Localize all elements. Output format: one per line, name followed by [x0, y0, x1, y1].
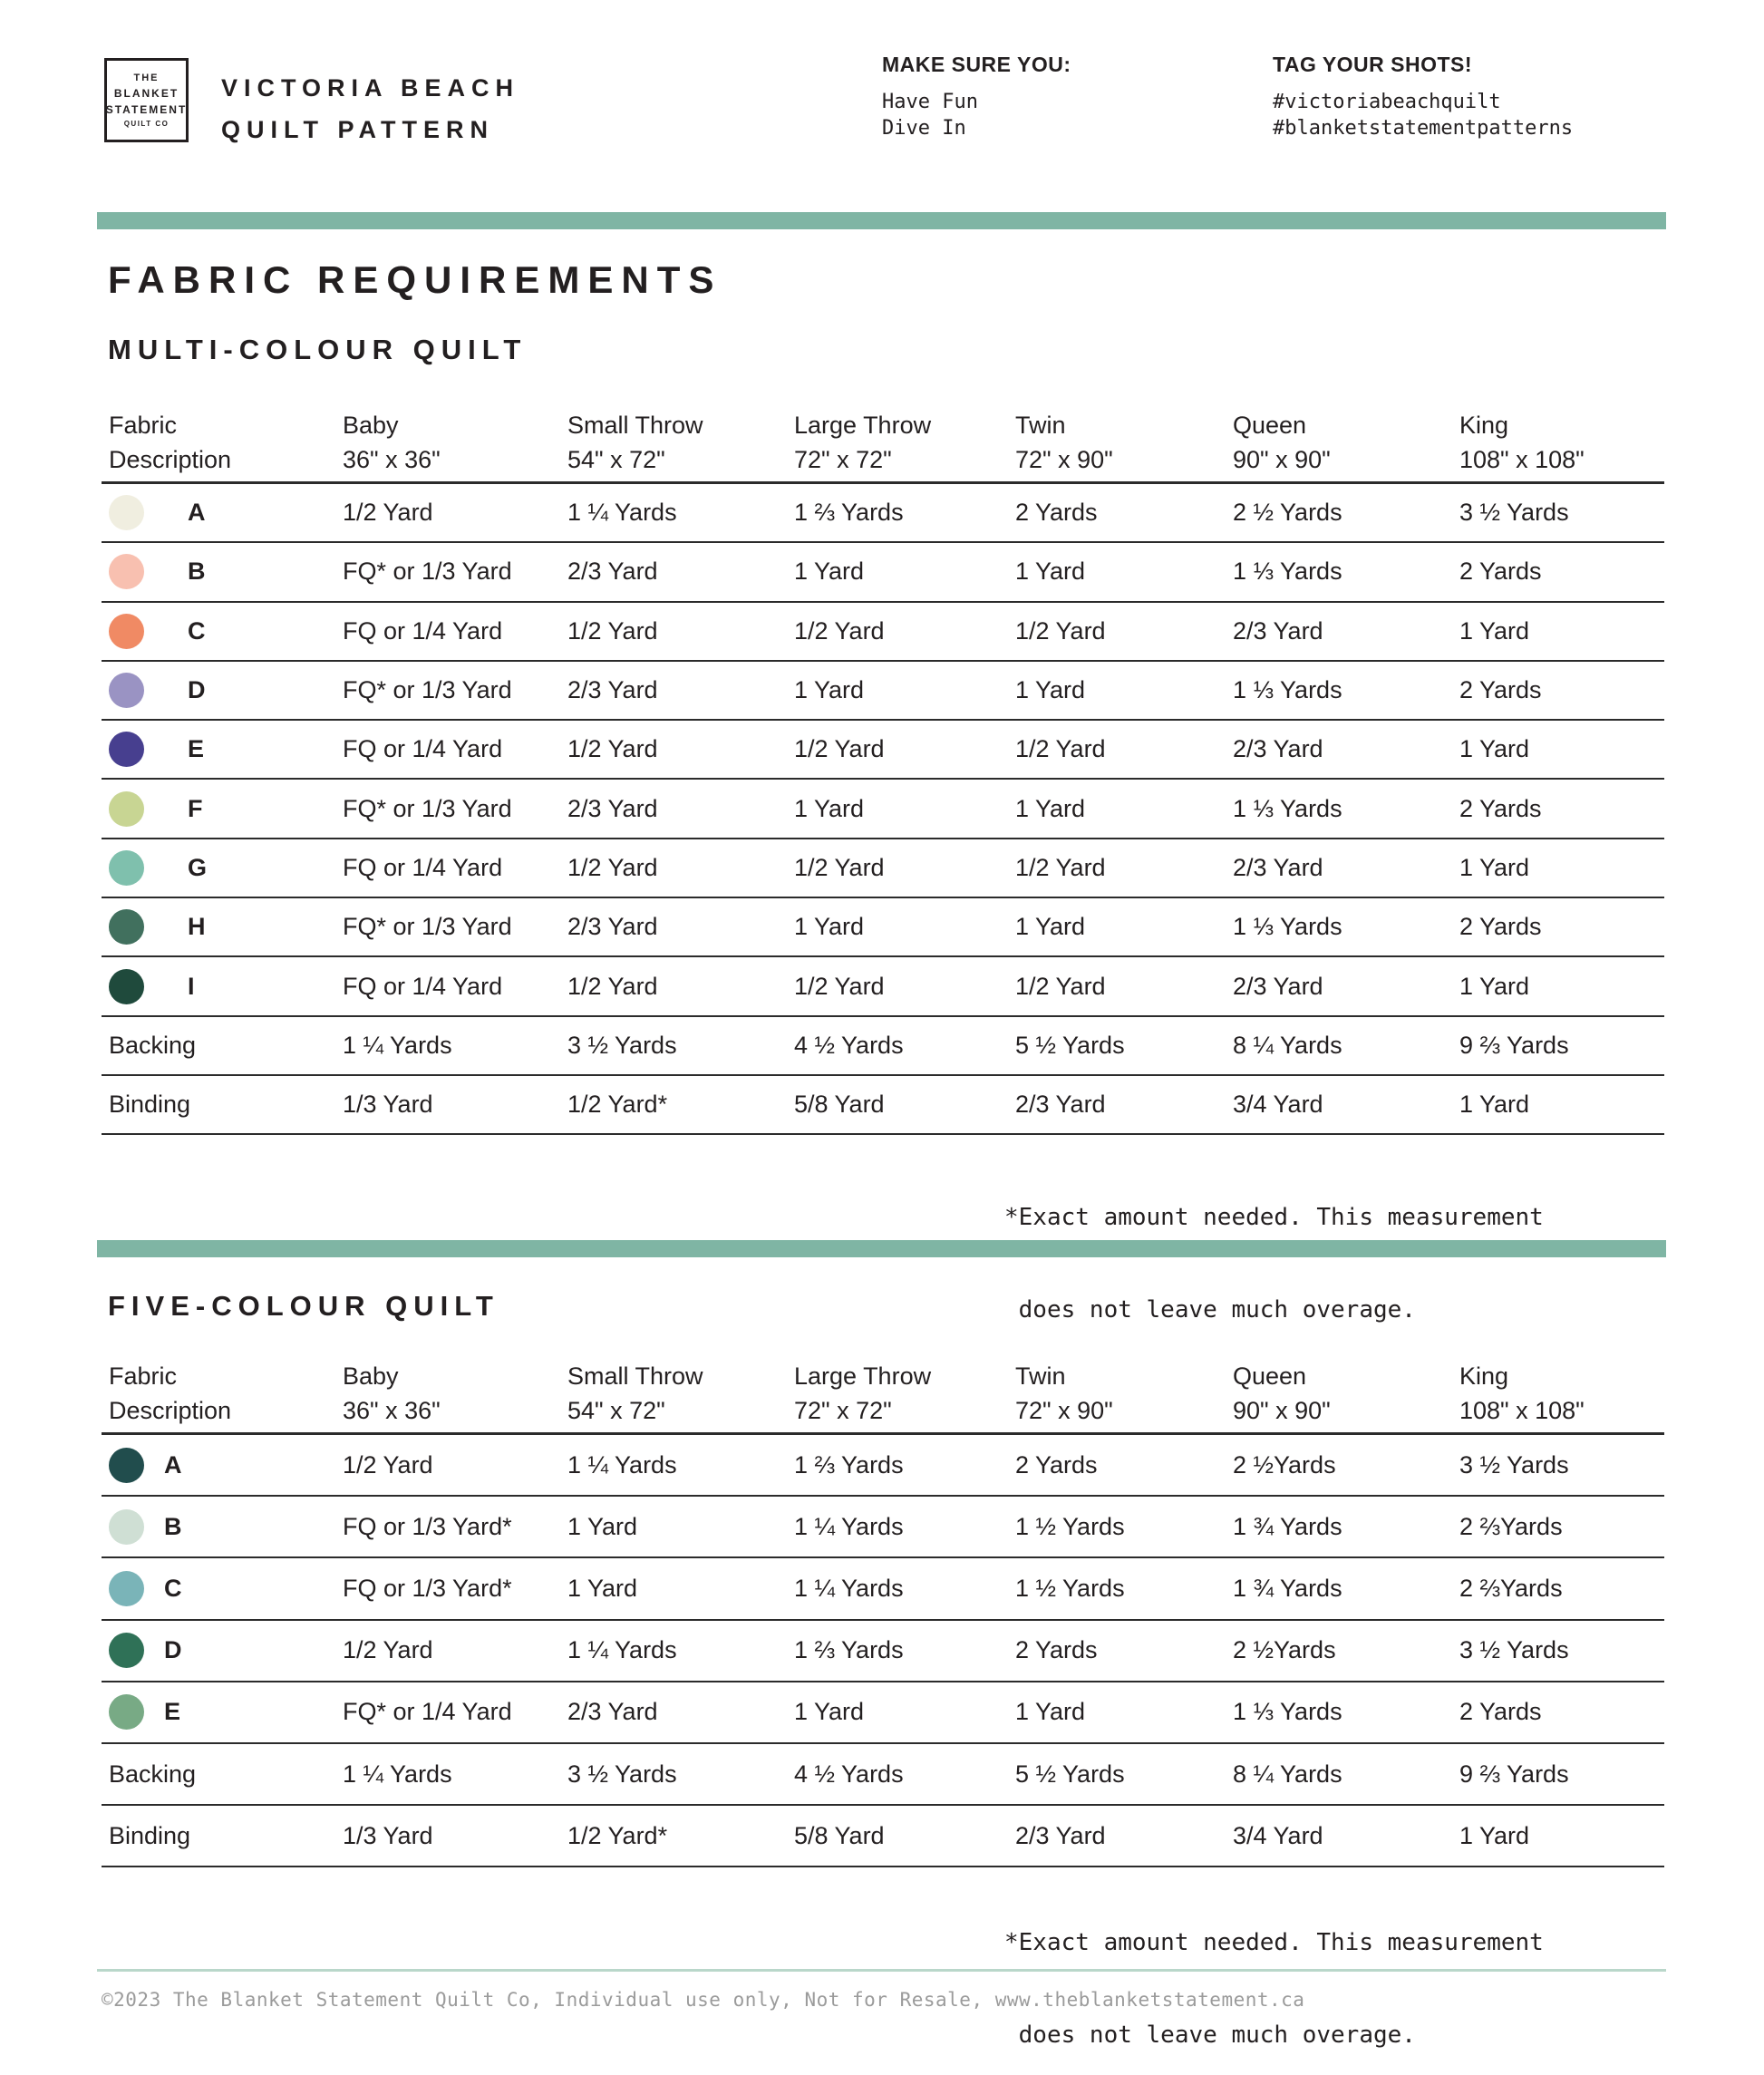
- yardage-cell: 1 ¼ Yards: [794, 1574, 904, 1602]
- fabric-letter: I: [188, 972, 195, 1000]
- fabric-color-swatch: [109, 1509, 144, 1545]
- section-title: MULTI-COLOUR QUILT: [108, 334, 528, 365]
- footnote-line: does not leave much overage.: [1004, 1296, 1416, 1324]
- row-label: Backing: [109, 1760, 197, 1788]
- yardage-cell: 2 Yards: [1459, 558, 1542, 586]
- brand-logo: [104, 58, 189, 142]
- make-sure-heading: MAKE SURE YOU:: [882, 53, 1071, 76]
- yardage-cell: 1/2 Yard: [567, 735, 658, 763]
- yardage-cell: 1 Yard: [1015, 794, 1086, 822]
- logo-text: STATEMENT: [105, 103, 188, 116]
- fabric-letter: H: [188, 913, 206, 941]
- table-row: [102, 1682, 1664, 1744]
- yardage-cell: 1 Yard: [1459, 972, 1530, 1000]
- table-row: [102, 1806, 1664, 1867]
- column-label: Small Throw: [567, 1362, 703, 1390]
- column-label: Large Throw: [794, 1362, 932, 1390]
- fabric-cell: [102, 1571, 335, 1606]
- yardage-cell: 2/3 Yard: [567, 1698, 658, 1726]
- column-label: Fabric: [109, 1362, 178, 1390]
- yardage-cell: 1 ¼ Yards: [567, 1636, 677, 1664]
- fabric-cell: [102, 732, 335, 767]
- column-size: 108" x 108": [1459, 446, 1585, 473]
- table-row: [102, 839, 1664, 898]
- yardage-cell: 8 ¼ Yards: [1233, 1760, 1342, 1788]
- column-size: 36" x 36": [343, 1397, 441, 1424]
- yardage-cell: 2 Yards: [1015, 1450, 1098, 1479]
- table-row: [102, 543, 1664, 602]
- yardage-cell: FQ or 1/4 Yard: [343, 616, 503, 645]
- yardage-cell: 1/2 Yard: [794, 735, 885, 763]
- yardage-cell: FQ or 1/4 Yard: [343, 972, 503, 1000]
- multi-colour-section: [102, 334, 1664, 1135]
- yardage-cell: 1/2 Yard*: [567, 1821, 668, 1849]
- column-size: 72" x 72": [794, 1397, 892, 1424]
- table-row: [102, 721, 1664, 780]
- fabric-color-swatch: [109, 969, 144, 1004]
- fabric-letter: E: [188, 735, 205, 763]
- yardage-cell: 1 ¼ Yards: [794, 1512, 904, 1540]
- yardage-cell: 3/4 Yard: [1233, 1821, 1323, 1849]
- footer-divider: [97, 1969, 1666, 1972]
- yardage-cell: 1 ⅓ Yards: [1233, 676, 1342, 704]
- yardage-cell: 1/2 Yard: [343, 1450, 433, 1479]
- column-header: [787, 1359, 1008, 1428]
- yardage-cell: 2 ½Yards: [1233, 1636, 1336, 1664]
- column-label: Twin: [1015, 412, 1066, 439]
- yardage-cell: FQ* or 1/3 Yard: [343, 913, 512, 941]
- table-row: [102, 1017, 1664, 1076]
- yardage-cell: 1 Yard: [1459, 616, 1530, 645]
- column-header: [1008, 408, 1226, 477]
- fabric-color-swatch: [109, 791, 144, 827]
- yardage-cell: 9 ⅔ Yards: [1459, 1760, 1569, 1788]
- yardage-cell: 4 ½ Yards: [794, 1760, 904, 1788]
- yardage-cell: 8 ¼ Yards: [1233, 1031, 1342, 1059]
- make-sure-item: Dive In: [882, 117, 966, 140]
- fabric-letter: D: [188, 676, 206, 704]
- yardage-cell: 3 ½ Yards: [1459, 1450, 1569, 1479]
- table-header-row: [102, 1359, 1664, 1435]
- yardage-cell: 2/3 Yard: [567, 794, 658, 822]
- pattern-title: [221, 67, 519, 150]
- yardage-cell: 1/2 Yard: [1015, 616, 1106, 645]
- yardage-cell: 1 Yard: [1015, 558, 1086, 586]
- fabric-cell: [102, 909, 335, 945]
- yardage-cell: 2 ½Yards: [1233, 1450, 1336, 1479]
- yardage-cell: 1 ⅓ Yards: [1233, 794, 1342, 822]
- table-row: [102, 898, 1664, 957]
- fabric-color-swatch: [109, 732, 144, 767]
- fabric-cell: [102, 1091, 335, 1119]
- column-header: [335, 1359, 560, 1428]
- table-row: [102, 1558, 1664, 1620]
- yardage-cell: 2/3 Yard: [1233, 735, 1323, 763]
- yardage-cell: 1 Yard: [1015, 1698, 1086, 1726]
- table-row: [102, 484, 1664, 543]
- table-body: [102, 1435, 1664, 1867]
- column-size: Description: [109, 1397, 232, 1424]
- yardage-cell: FQ* or 1/3 Yard: [343, 794, 512, 822]
- yardage-cell: 1 ⅔ Yards: [794, 499, 904, 527]
- column-header: [1452, 1359, 1664, 1428]
- fabric-cell: [102, 495, 335, 530]
- column-label: King: [1459, 412, 1509, 439]
- fabric-letter: A: [188, 499, 206, 527]
- five-colour-section: [102, 1290, 1664, 1867]
- yardage-cell: FQ or 1/4 Yard: [343, 853, 503, 881]
- yardage-cell: 1 ⅔ Yards: [794, 1636, 904, 1664]
- yardage-cell: 2/3 Yard: [1015, 1821, 1106, 1849]
- yardage-cell: 1 ½ Yards: [1015, 1512, 1125, 1540]
- page-title: FABRIC REQUIREMENTS: [108, 258, 722, 301]
- fabric-color-swatch: [109, 1633, 144, 1668]
- yardage-cell: 1 ⅔ Yards: [794, 1450, 904, 1479]
- yardage-cell: 1 Yard: [1459, 735, 1530, 763]
- fabric-color-swatch: [109, 495, 144, 530]
- yardage-cell: 1/2 Yard: [343, 499, 433, 527]
- column-header: [1226, 1359, 1452, 1428]
- footnote-line: *Exact amount needed. This measurement: [1004, 1929, 1544, 1956]
- fabric-cell: [102, 1448, 335, 1483]
- pattern-title-line1: VICTORIA BEACH: [221, 74, 520, 102]
- table-row: [102, 1621, 1664, 1682]
- hashtag: #blanketstatementpatterns: [1273, 117, 1574, 140]
- yardage-cell: 2 Yards: [1459, 794, 1542, 822]
- yardage-cell: 2 Yards: [1459, 1698, 1542, 1726]
- yardage-cell: 9 ⅔ Yards: [1459, 1031, 1569, 1059]
- fabric-cell: [102, 673, 335, 708]
- column-label: Baby: [343, 412, 399, 439]
- footnote-line: *Exact amount needed. This measurement: [1004, 1204, 1544, 1231]
- column-label: Twin: [1015, 1362, 1066, 1390]
- logo-text: THE: [133, 73, 160, 83]
- yardage-cell: 1 Yard: [567, 1574, 638, 1602]
- column-header: [1226, 408, 1452, 477]
- table-row: [102, 1497, 1664, 1558]
- fabric-cell: [102, 1822, 335, 1850]
- column-header: [335, 408, 560, 477]
- fabric-cell: [102, 1509, 335, 1545]
- fabric-letter: F: [188, 794, 203, 822]
- yardage-cell: 2 Yards: [1015, 499, 1098, 527]
- table-row: [102, 1076, 1664, 1135]
- yardage-cell: 1/2 Yard: [1015, 735, 1106, 763]
- yardage-cell: 2/3 Yard: [567, 676, 658, 704]
- column-label: Queen: [1233, 412, 1307, 439]
- yardage-cell: 1 Yard: [1015, 913, 1086, 941]
- yardage-cell: 1 Yard: [794, 913, 865, 941]
- table-header-row: [102, 408, 1664, 484]
- yardage-cell: 4 ½ Yards: [794, 1031, 904, 1059]
- fabric-letter: B: [188, 558, 206, 586]
- fabric-cell: [102, 554, 335, 589]
- fabric-color-swatch: [109, 909, 144, 945]
- yardage-cell: 1 Yard: [794, 558, 865, 586]
- yardage-cell: 5/8 Yard: [794, 1821, 885, 1849]
- fabric-cell: [102, 1633, 335, 1668]
- yardage-cell: 1 ¾ Yards: [1233, 1574, 1342, 1602]
- yardage-cell: 1/2 Yard: [1015, 853, 1106, 881]
- row-label: Binding: [109, 1091, 191, 1119]
- column-label: Baby: [343, 1362, 399, 1390]
- yardage-cell: 2 ½ Yards: [1233, 499, 1342, 527]
- yardage-cell: 1 ¾ Yards: [1233, 1512, 1342, 1540]
- column-size: Description: [109, 446, 232, 473]
- table-body: [102, 484, 1664, 1135]
- yardage-cell: 2 ⅔Yards: [1459, 1574, 1563, 1602]
- make-sure-note: [882, 53, 1071, 141]
- fabric-color-swatch: [109, 1694, 144, 1730]
- tag-heading: TAG YOUR SHOTS!: [1273, 53, 1473, 76]
- yardage-cell: 3/4 Yard: [1233, 1091, 1323, 1119]
- yardage-cell: 1 ⅓ Yards: [1233, 558, 1342, 586]
- yardage-cell: 2/3 Yard: [567, 913, 658, 941]
- column-header: [102, 408, 335, 477]
- fabric-cell: [102, 969, 335, 1004]
- yardage-cell: 3 ½ Yards: [567, 1031, 677, 1059]
- yardage-cell: 1 Yard: [1459, 853, 1530, 881]
- fabric-letter: E: [164, 1698, 181, 1726]
- column-label: Small Throw: [567, 412, 703, 439]
- yardage-cell: 1 Yard: [1015, 676, 1086, 704]
- logo-text: QUILT CO: [123, 120, 170, 128]
- yardage-cell: 2 Yards: [1459, 913, 1542, 941]
- yardage-cell: 2 ⅔Yards: [1459, 1512, 1563, 1540]
- column-header: [1452, 408, 1664, 477]
- fabric-color-swatch: [109, 614, 144, 649]
- yardage-cell: 2/3 Yard: [1233, 853, 1323, 881]
- make-sure-item: Have Fun: [882, 91, 978, 113]
- column-size: 54" x 72": [567, 446, 665, 473]
- fabric-cell: [102, 614, 335, 649]
- yardage-cell: 1 ⅓ Yards: [1233, 913, 1342, 941]
- yardage-cell: 1 Yard: [794, 794, 865, 822]
- fabric-cell: [102, 791, 335, 827]
- yardage-cell: 1/3 Yard: [343, 1821, 433, 1849]
- yardage-cell: 1/2 Yard: [567, 972, 658, 1000]
- fabric-color-swatch: [109, 673, 144, 708]
- yardage-cell: 2/3 Yard: [567, 558, 658, 586]
- yardage-cell: 1 ¼ Yards: [343, 1031, 452, 1059]
- footnote-line: does not leave much overage.: [1004, 2022, 1416, 2049]
- table-row: [102, 1744, 1664, 1806]
- column-header: [560, 408, 787, 477]
- fabric-color-swatch: [109, 554, 144, 589]
- table-row: [102, 957, 1664, 1016]
- column-size: 36" x 36": [343, 446, 441, 473]
- column-size: 72" x 90": [1015, 446, 1113, 473]
- yardage-cell: FQ* or 1/4 Yard: [343, 1698, 512, 1726]
- yardage-cell: 1/2 Yard: [794, 616, 885, 645]
- column-size: 90" x 90": [1233, 446, 1331, 473]
- fabric-color-swatch: [109, 1448, 144, 1483]
- section-title: FIVE-COLOUR QUILT: [108, 1290, 499, 1322]
- column-label: Fabric: [109, 412, 178, 439]
- column-label: King: [1459, 1362, 1509, 1390]
- fabric-letter: B: [164, 1512, 182, 1540]
- yardage-cell: 1 ⅓ Yards: [1233, 1698, 1342, 1726]
- yardage-cell: 5/8 Yard: [794, 1091, 885, 1119]
- yardage-cell: 1 Yard: [567, 1512, 638, 1540]
- fabric-color-swatch: [109, 850, 144, 886]
- column-size: 54" x 72": [567, 1397, 665, 1424]
- yardage-cell: 1/3 Yard: [343, 1091, 433, 1119]
- fabric-cell: [102, 1032, 335, 1060]
- yardage-cell: 2 Yards: [1459, 676, 1542, 704]
- hashtag: #victoriabeachquilt: [1273, 91, 1501, 113]
- fabric-color-swatch: [109, 1571, 144, 1606]
- column-size: 72" x 72": [794, 446, 892, 473]
- yardage-cell: 5 ½ Yards: [1015, 1031, 1125, 1059]
- fabric-letter: C: [188, 616, 206, 645]
- column-label: Queen: [1233, 1362, 1307, 1390]
- yardage-cell: 1/2 Yard: [1015, 972, 1106, 1000]
- yardage-cell: 1 Yard: [1459, 1091, 1530, 1119]
- yardage-cell: 1/2 Yard: [567, 853, 658, 881]
- yardage-cell: 1 ¼ Yards: [567, 499, 677, 527]
- yardage-cell: 1/2 Yard: [794, 853, 885, 881]
- fabric-cell: [102, 1694, 335, 1730]
- column-header: [560, 1359, 787, 1428]
- column-size: 90" x 90": [1233, 1397, 1331, 1424]
- fabric-letter: D: [164, 1636, 182, 1664]
- fabric-cell: [102, 1760, 335, 1789]
- accent-bar: [97, 212, 1666, 229]
- table-row: [102, 1435, 1664, 1497]
- yardage-cell: 5 ½ Yards: [1015, 1760, 1125, 1788]
- row-label: Binding: [109, 1821, 191, 1849]
- yardage-cell: 1 ¼ Yards: [343, 1760, 452, 1788]
- yardage-cell: 1 Yard: [794, 1698, 865, 1726]
- yardage-cell: 1/2 Yard: [567, 616, 658, 645]
- yardage-cell: 1 Yard: [794, 676, 865, 704]
- yardage-cell: FQ or 1/4 Yard: [343, 735, 503, 763]
- yardage-cell: 1 ½ Yards: [1015, 1574, 1125, 1602]
- fabric-letter: C: [164, 1574, 182, 1602]
- fabric-letter: G: [188, 853, 208, 881]
- column-header: [102, 1359, 335, 1428]
- yardage-cell: 1/2 Yard: [343, 1636, 433, 1664]
- column-header: [787, 408, 1008, 477]
- fabric-cell: [102, 850, 335, 886]
- column-size: 72" x 90": [1015, 1397, 1113, 1424]
- yardage-cell: 3 ½ Yards: [567, 1760, 677, 1788]
- table-row: [102, 662, 1664, 721]
- yardage-cell: 3 ½ Yards: [1459, 499, 1569, 527]
- column-header: [1008, 1359, 1226, 1428]
- yardage-cell: FQ or 1/3 Yard*: [343, 1512, 512, 1540]
- yardage-cell: 3 ½ Yards: [1459, 1636, 1569, 1664]
- fabric-letter: A: [164, 1450, 182, 1479]
- yardage-cell: FQ* or 1/3 Yard: [343, 676, 512, 704]
- table-row: [102, 603, 1664, 662]
- yardage-cell: 2/3 Yard: [1233, 972, 1323, 1000]
- table-row: [102, 780, 1664, 839]
- yardage-cell: 2/3 Yard: [1233, 616, 1323, 645]
- pattern-title-line2: QUILT PATTERN: [221, 116, 494, 143]
- yardage-cell: 2 Yards: [1015, 1636, 1098, 1664]
- row-label: Backing: [109, 1031, 197, 1059]
- yardage-cell: 1/2 Yard*: [567, 1091, 668, 1119]
- copyright-text: ©2023 The Blanket Statement Quilt Co, Individual use only, Not for Resale, www.theblanketstatement.ca: [102, 1989, 1305, 2011]
- column-label: Large Throw: [794, 412, 932, 439]
- tag-your-shots-note: [1273, 53, 1573, 141]
- yardage-cell: 2/3 Yard: [1015, 1091, 1106, 1119]
- logo-text: BLANKET: [113, 87, 179, 100]
- yardage-cell: 1 ¼ Yards: [567, 1450, 677, 1479]
- yardage-cell: FQ* or 1/3 Yard: [343, 558, 512, 586]
- yardage-cell: 1 Yard: [1459, 1821, 1530, 1849]
- yardage-cell: FQ or 1/3 Yard*: [343, 1574, 512, 1602]
- accent-bar: [97, 1240, 1666, 1257]
- yardage-cell: 1/2 Yard: [794, 972, 885, 1000]
- column-size: 108" x 108": [1459, 1397, 1585, 1424]
